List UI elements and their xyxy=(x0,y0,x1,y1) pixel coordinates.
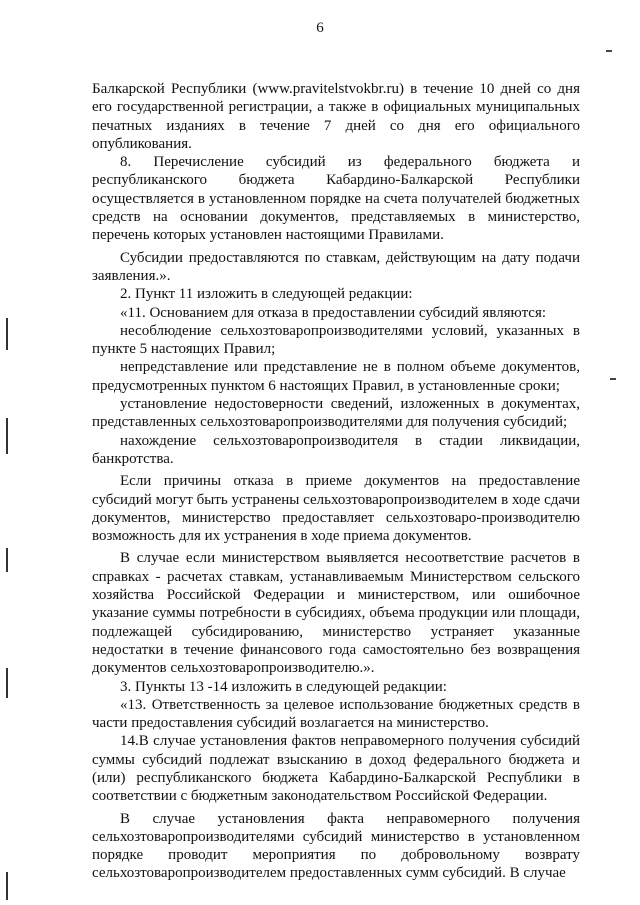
paragraph-14: 14.В случае установления фактов неправомерного получения субсидий суммы субсидий подлежат взысканию в доход федерального бюджета и (или) республиканского бюджета Кабардино-Балкарской Республики в соответствии с бюджетным законодательством Российской Федерации. xyxy=(92,733,580,805)
paragraph-4: 2. Пункт 11 изложить в следующей редакции: xyxy=(120,286,413,303)
paragraph-7: непредставление или представление не в полном объеме документов, предусмотренных пунктом 6 настоящих Правил, в установленные сроки; xyxy=(92,359,580,394)
paragraph-8: установление недостоверности сведений, изложенных в документах, представленных сельхозтоваропроизводителями для получения субсидий; xyxy=(92,396,580,431)
scan-edge-dash xyxy=(610,378,616,380)
paragraph-10: Если причины отказа в приеме документов на предоставление субсидий могут быть устранены сельхозтоваропроизводителем в ходе сдачи документов, министерство предоставляет сельхозтоваро-производителю возможность для их устранения в ходе приема документов. xyxy=(92,473,580,545)
paragraph-9: нахождение сельхозтоваропроизводителя в стадии ликвидации, банкротства. xyxy=(92,432,580,467)
scan-edge-dash xyxy=(606,50,612,52)
scan-edge-mark xyxy=(6,548,8,572)
page-number: 6 xyxy=(316,20,324,36)
paragraph-2: 8. Перечисление субсидий из федерального бюджета и республиканского бюджета Кабардино-Балкарской Республики осуществляется в установленном порядке на счета получателей бюджетных средств на основании документов, представляемых в министерство, перечень которых установлен настоящими Правилами. xyxy=(92,154,580,244)
scan-edge-mark xyxy=(6,872,8,900)
scan-edge-mark xyxy=(6,318,8,350)
paragraph-1: Балкарской Республики (www.pravitelstvokbr.ru) в течение 10 дней со дня его государственной регистрации, а также в официальных муниципальных печатных изданиях в течение 7 дней со дня его официального опубликования. xyxy=(92,81,580,152)
scan-edge-mark xyxy=(6,668,8,698)
scan-edge-mark xyxy=(6,418,8,454)
paragraph-5: «11. Основанием для отказа в предоставлении субсидий являются: xyxy=(120,304,547,321)
paragraph-15: В случае установления факта неправомерного получения сельхозтоваропроизводителями субсидий министерство в установленном порядке проводит мероприятия по добровольному возврату сельхозтоваропроизводителем предоставленных сумм субсидий. В случае xyxy=(92,810,580,882)
paragraph-3: Субсидии предоставляются по ставкам, действующим на дату подачи заявления.». xyxy=(92,249,580,284)
paragraph-12: 3. Пункты 13 -14 изложить в следующей редакции: xyxy=(120,678,447,695)
paragraph-11: В случае если министерством выявляется несоответствие расчетов в справках - расчетах ставкам, устанавливаемым Министерством сельского хозяйства Российской Федерации и министерством, или ошибочное указание суммы потребности в субсидиях, объема продукции или площади, подлежащей субсидированию, министерство устраняет указанные недостатки в течение финансового года самостоятельно без возвращения документов сельхозтоваропроизводителю.». xyxy=(92,550,580,677)
paragraph-6: несоблюдение сельхозтоваропроизводителями условий, указанных в пункте 5 настоящих Правил; xyxy=(92,322,580,358)
document-body xyxy=(92,80,580,883)
paragraph-13: «13. Ответственность за целевое использование бюджетных средств в части предоставления субсидий возлагается на министерство. xyxy=(92,696,580,732)
